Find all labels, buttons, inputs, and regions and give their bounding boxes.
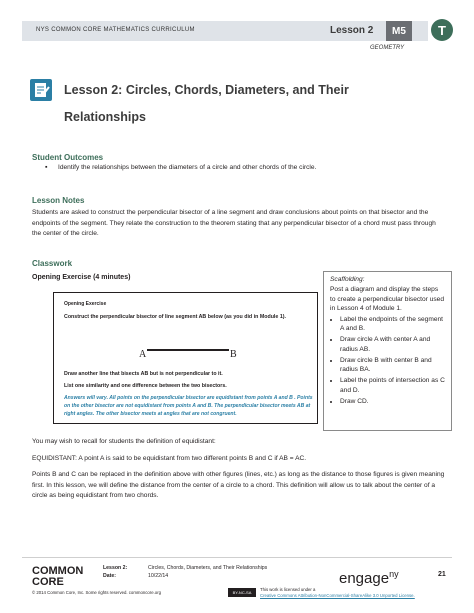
exercise-answer: Answers will vary. All points on the perpendicular bisector are equidistant from points A and B . Points on the other bisector are not equidistant from points A and B. The perpendicular bisector meets AB at right angles. The other bisector meets at angles that are not congruent. (64, 395, 313, 417)
license-link[interactable]: Creative Commons Attribution-NonCommercial-ShareAlike 3.0 Unported License. (260, 593, 415, 598)
point-a-label: A (139, 349, 147, 360)
page-title-line2: Relationships (64, 110, 146, 124)
segment-ab (147, 349, 229, 351)
footer-date-label: Date: (103, 573, 116, 579)
recall-text: You may wish to recall for students the definition of equidistant: (32, 438, 216, 445)
license-text-1: This work is licensed under a (260, 587, 316, 592)
subject-label: GEOMETRY (370, 45, 405, 51)
scaffolding-step: • Draw circle A with center A and radius AB. (340, 335, 445, 354)
scaffolding-step: • Draw circle B with center B and radius BA. (340, 356, 445, 375)
page-number: 21 (438, 571, 446, 578)
engage-sup: ny (389, 569, 399, 579)
copyright-text: © 2014 Common Core, Inc. Some rights reserved. commoncore.org (32, 590, 162, 595)
lesson-number: Lesson 2 (330, 25, 374, 36)
scaffolding-title: Scaffolding: (330, 276, 365, 283)
footer-lesson-title: Circles, Chords, Diameters, and Their Relationships (148, 565, 268, 571)
engage-text: engage (339, 570, 390, 587)
scaffolding-step: • Label the points of intersection as C and D. (340, 376, 445, 395)
exercise-label: Opening Exercise (64, 301, 107, 307)
exercise-instruction: Construct the perpendicular bisector of line segment AB below (as you did in Module 1). (64, 314, 287, 320)
draw-line-instruction: Draw another line that bisects AB but is not perpendicular to it. (64, 371, 223, 377)
module-badge: M5 (386, 21, 412, 41)
student-outcomes-heading: Student Outcomes (32, 153, 104, 162)
lesson-pencil-icon (30, 79, 52, 101)
curriculum-label: NYS COMMON CORE MATHEMATICS CURRICULUM (36, 27, 195, 33)
scaffolding-step: • Draw CD. (340, 397, 445, 407)
lesson-notes-heading: Lesson Notes (32, 196, 85, 205)
logo-line1: COMMON (32, 565, 84, 577)
teacher-badge: T (431, 19, 453, 41)
equidistant-definition: EQUIDISTANT: A point A is said to be equidistant from two different points B and C if AB = AC. (32, 455, 307, 462)
closing-paragraph: Points B and C can be replaced in the definition above with other figures (lines, etc.) as long as the distance to those figures is given meaning first. In this lesson, we will define the distance from the center of a circle to a chord. This definition will allow us to talk about the center of a circle as being equidistant from two chords. (32, 471, 445, 499)
common-core-logo (32, 566, 83, 588)
bullet-icon: ▪ (45, 164, 48, 171)
point-b-label: B (230, 349, 237, 360)
outcome-text: Identify the relationships between the diameters of a circle and other chords of the circle. (58, 164, 317, 171)
logo-line2: CORE (32, 576, 64, 588)
engage-ny-logo (339, 569, 399, 587)
opening-exercise-title: Opening Exercise (4 minutes) (32, 274, 131, 281)
scaffolding-box (323, 271, 452, 431)
lesson-notes-text: Students are asked to construct the perpendicular bisector of a line segment and draw conclusions about points on that bisector and the endpoints of the segment. They relate the construction to the theorem stating that any perpendicular bisector of a chord must pass through the center of the circle. (32, 209, 436, 237)
cc-license-badge: BY-NC-SA (228, 588, 256, 597)
scaffolding-steps (330, 315, 445, 407)
footer-date: 10/22/14 (148, 573, 169, 579)
footer-lesson-label: Lesson 2: (103, 565, 128, 571)
footer-rule (22, 557, 452, 558)
page-title-line1: Lesson 2: Circles, Chords, Diameters, and Their (64, 83, 349, 97)
classwork-heading: Classwork (32, 259, 73, 268)
scaffolding-step: • Label the endpoints of the segment A and B. (340, 315, 445, 334)
scaffolding-intro: Post a diagram and display the steps to create a perpendicular bisector used in Lesson 4 of Module 1. (330, 286, 444, 312)
list-instruction: List one similarity and one difference between the two bisectors. (64, 383, 227, 389)
